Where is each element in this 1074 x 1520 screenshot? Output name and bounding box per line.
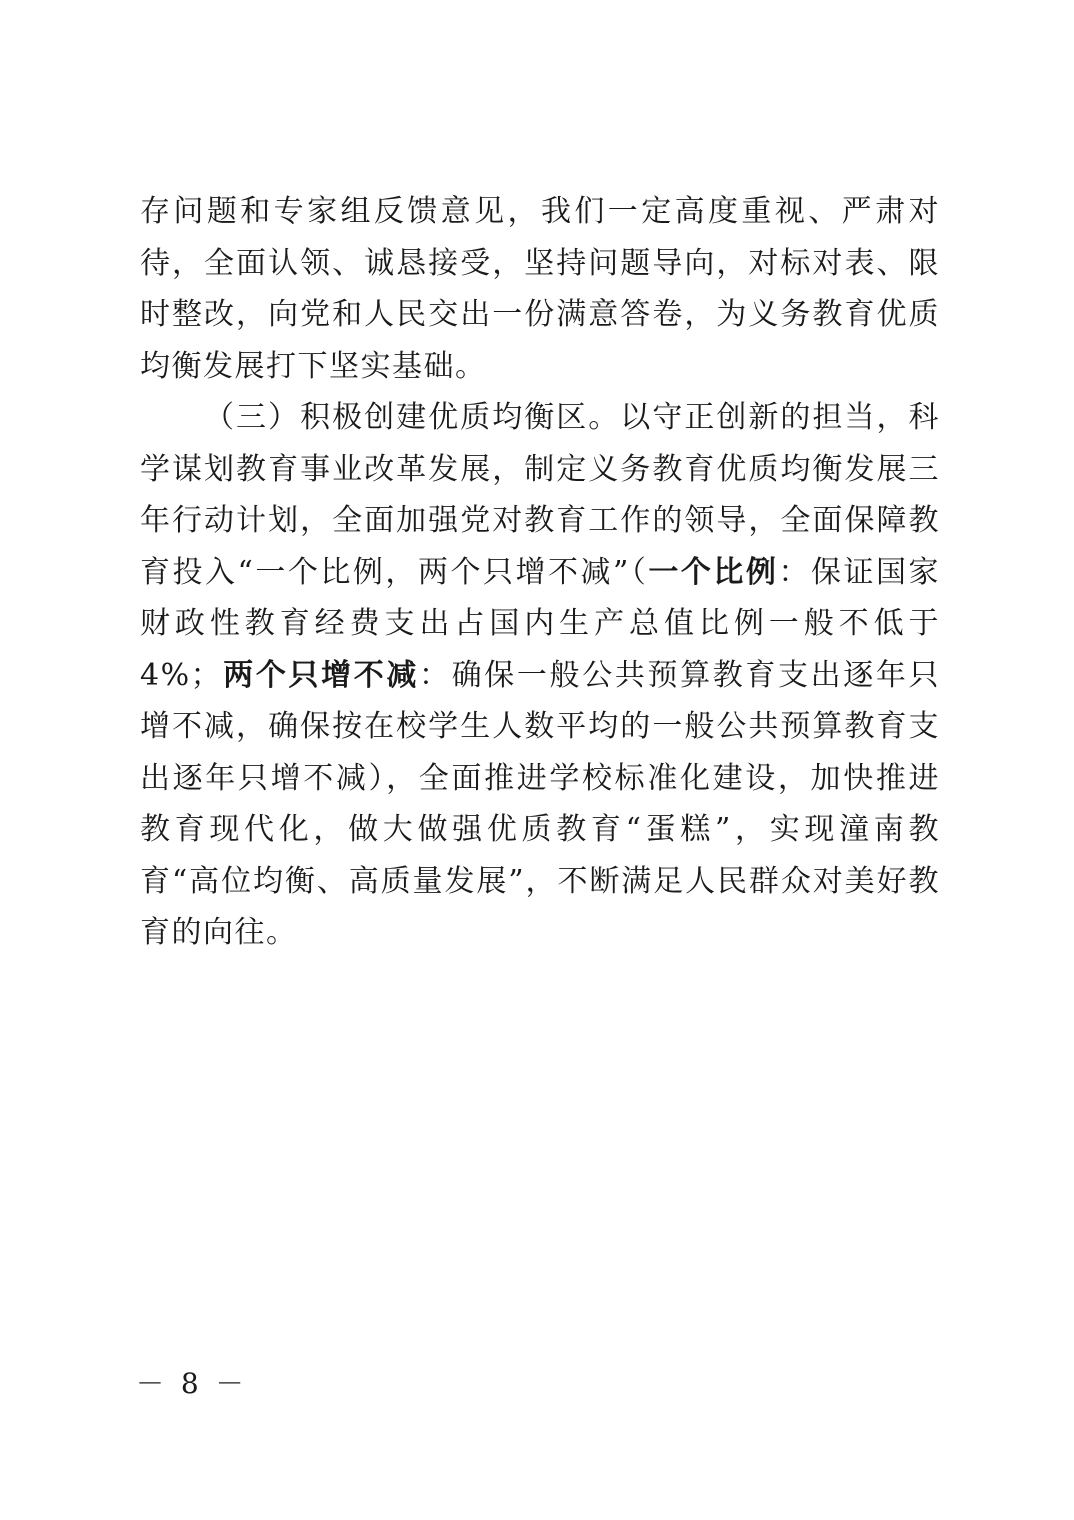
paragraph-continuation: 存问题和专家组反馈意见，我们一定高度重视、严肃对待，全面认领、诚恳接受，坚持问题导向，对标对表、限时整改，向党和人民交出一份满意答卷，为义务教育优质均衡发展打下坚实基础。 [140,194,940,384]
paragraph-text: 以守正创新的担当，科学谋划教育事业改革发展，制定义务教育优质均衡发展三年行动计划，全面加强党对教育工作的领导，全面保障教育投入“一个比例，两个只增不减”（ [140,400,941,590]
paragraph-text: ：保证国家财政性教育经费支出占国内生产总值比例一般不低于 4%； [140,554,941,693]
paragraph-section-three [140,392,940,959]
section-heading: （三）积极创建优质均衡区。 [204,400,621,435]
bold-term-one-ratio: 一个比例 [648,554,779,590]
bold-term-two-increases: 两个只增不减 [222,657,420,693]
document-body [140,186,940,959]
page-number: － 8 － [136,1367,248,1400]
paragraph-text: ：确保一般公共预算教育支出逐年只增不减，确保按在校学生人数平均的一般公共预算教育支出逐年只增不减），全面推进学校标准化建设，加快推进教育现代化，做大做强优质教育“蛋糕”，实现潼南教育“高位均衡、高质量发展”，不断满足人民群众对美好教育的向往。 [140,657,941,950]
